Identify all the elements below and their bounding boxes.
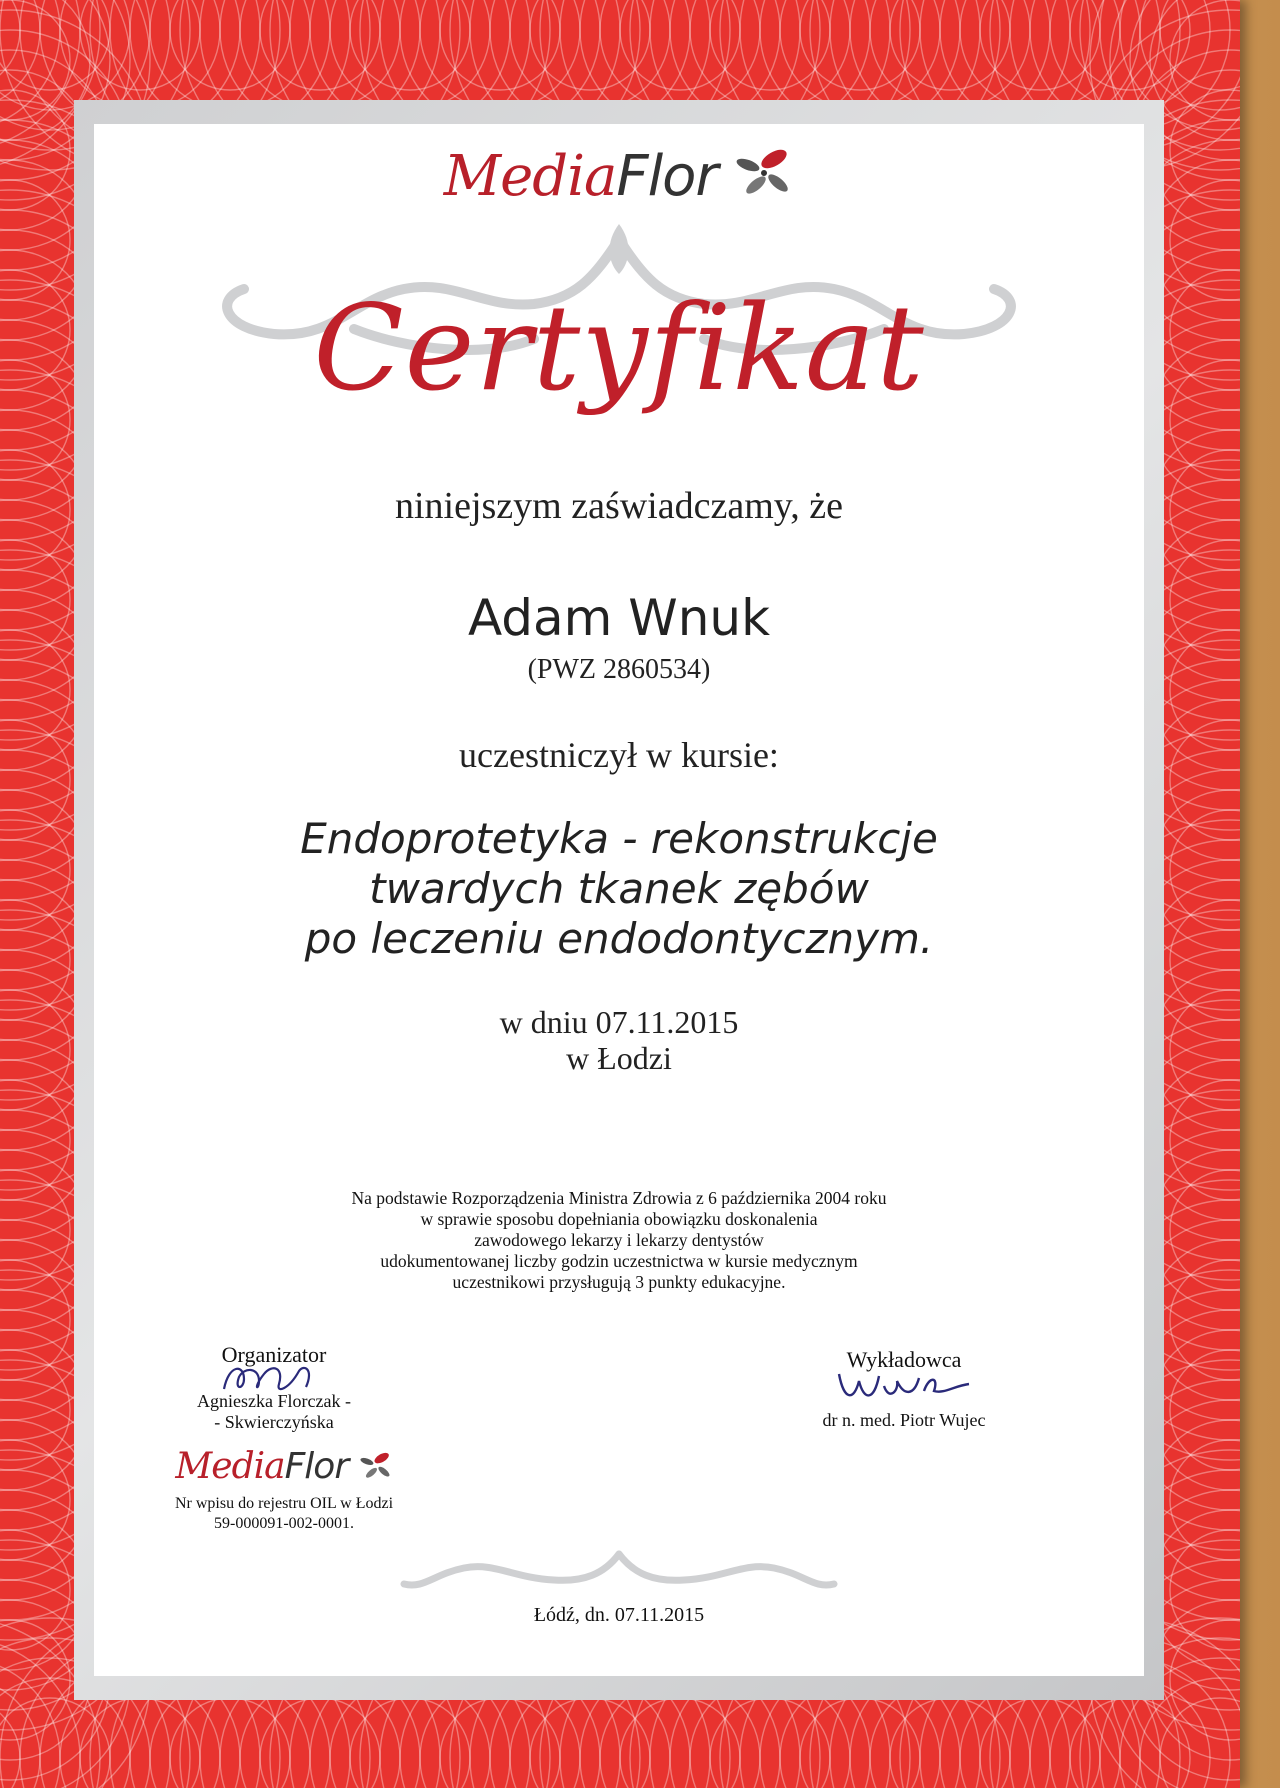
- course-title-line: po leczeniu endodontycznym.: [304, 914, 934, 963]
- legal-basis-text: [94, 1188, 1144, 1293]
- intro-text: niniejszym zaświadczamy, że: [394, 485, 844, 527]
- registry-number: 59-000091-002-0001.: [214, 1515, 354, 1532]
- lecturer-name: dr n. med. Piotr Wujec: [822, 1410, 986, 1430]
- flower-logo-icon: [359, 1450, 393, 1482]
- guilloche-ring: [0, 0, 110, 90]
- legal-line: udokumentowanej liczby godzin uczestnictwa w kursie medycznym: [380, 1251, 858, 1271]
- mediaflor-logo-small: [134, 1446, 434, 1487]
- logo-media-text: Media: [443, 144, 617, 209]
- participation-text: uczestniczył w kursie:: [459, 735, 779, 775]
- lecturer-signature-image: [829, 1366, 979, 1406]
- legal-line: Na podstawie Rozporządzenia Ministra Zdrowia z 6 października 2004 roku: [351, 1188, 887, 1208]
- guilloche-ring: [0, 1698, 20, 1788]
- guilloche-ring: [0, 1678, 40, 1788]
- legal-line: uczestnikowi przysługują 3 punkty edukacyjne.: [452, 1272, 786, 1292]
- course-date: w dniu 07.11.2015: [499, 1004, 739, 1040]
- certificate-title: Certyfikat: [313, 279, 925, 417]
- pwz-number: (PWZ 2860534): [527, 654, 711, 685]
- guilloche-ring: [0, 0, 20, 90]
- certificate-paper: [94, 124, 1144, 1676]
- mediaflor-logo: [94, 144, 1144, 209]
- course-date-place: [94, 1004, 1144, 1076]
- legal-line: zawodowego lekarzy i lekarzy dentystów: [474, 1230, 764, 1250]
- participant-name: Adam Wnuk: [467, 589, 771, 647]
- organizer-name-line: - Skwierczyńska: [214, 1412, 334, 1432]
- course-title-line: twardych tkanek zębów: [369, 864, 869, 913]
- registry-line: Nr wpisu do rejestru OIL w Łodzi: [174, 1495, 394, 1512]
- organizer-block: [124, 1344, 424, 1433]
- issue-date: Łódź, dn. 07.11.2015: [533, 1604, 705, 1626]
- course-title-line: Endoprotetyka - rekonstrukcje: [300, 814, 938, 863]
- organizer-header: Organizator: [221, 1342, 327, 1367]
- logo-media-text: Media: [175, 1446, 285, 1487]
- ornament-swirl-icon: [394, 1544, 844, 1604]
- course-title: [94, 814, 1144, 964]
- logo-flor-text: Flor: [284, 1446, 349, 1487]
- legal-line: w sprawie sposobu dopełniania obowiązku doskonalenia: [420, 1209, 818, 1229]
- flower-logo-icon: [734, 145, 794, 201]
- lecturer-header: Wykładowca: [846, 1347, 962, 1372]
- logo-flor-text: Flor: [616, 144, 718, 209]
- course-place: w Łodzi: [566, 1040, 672, 1076]
- registry-info: [114, 1494, 454, 1534]
- organizer-name-line: Agnieszka Florczak -: [197, 1391, 351, 1411]
- guilloche-ring: [0, 0, 40, 110]
- lecturer-block: [754, 1349, 1054, 1431]
- guilloche-ring: [0, 1698, 110, 1788]
